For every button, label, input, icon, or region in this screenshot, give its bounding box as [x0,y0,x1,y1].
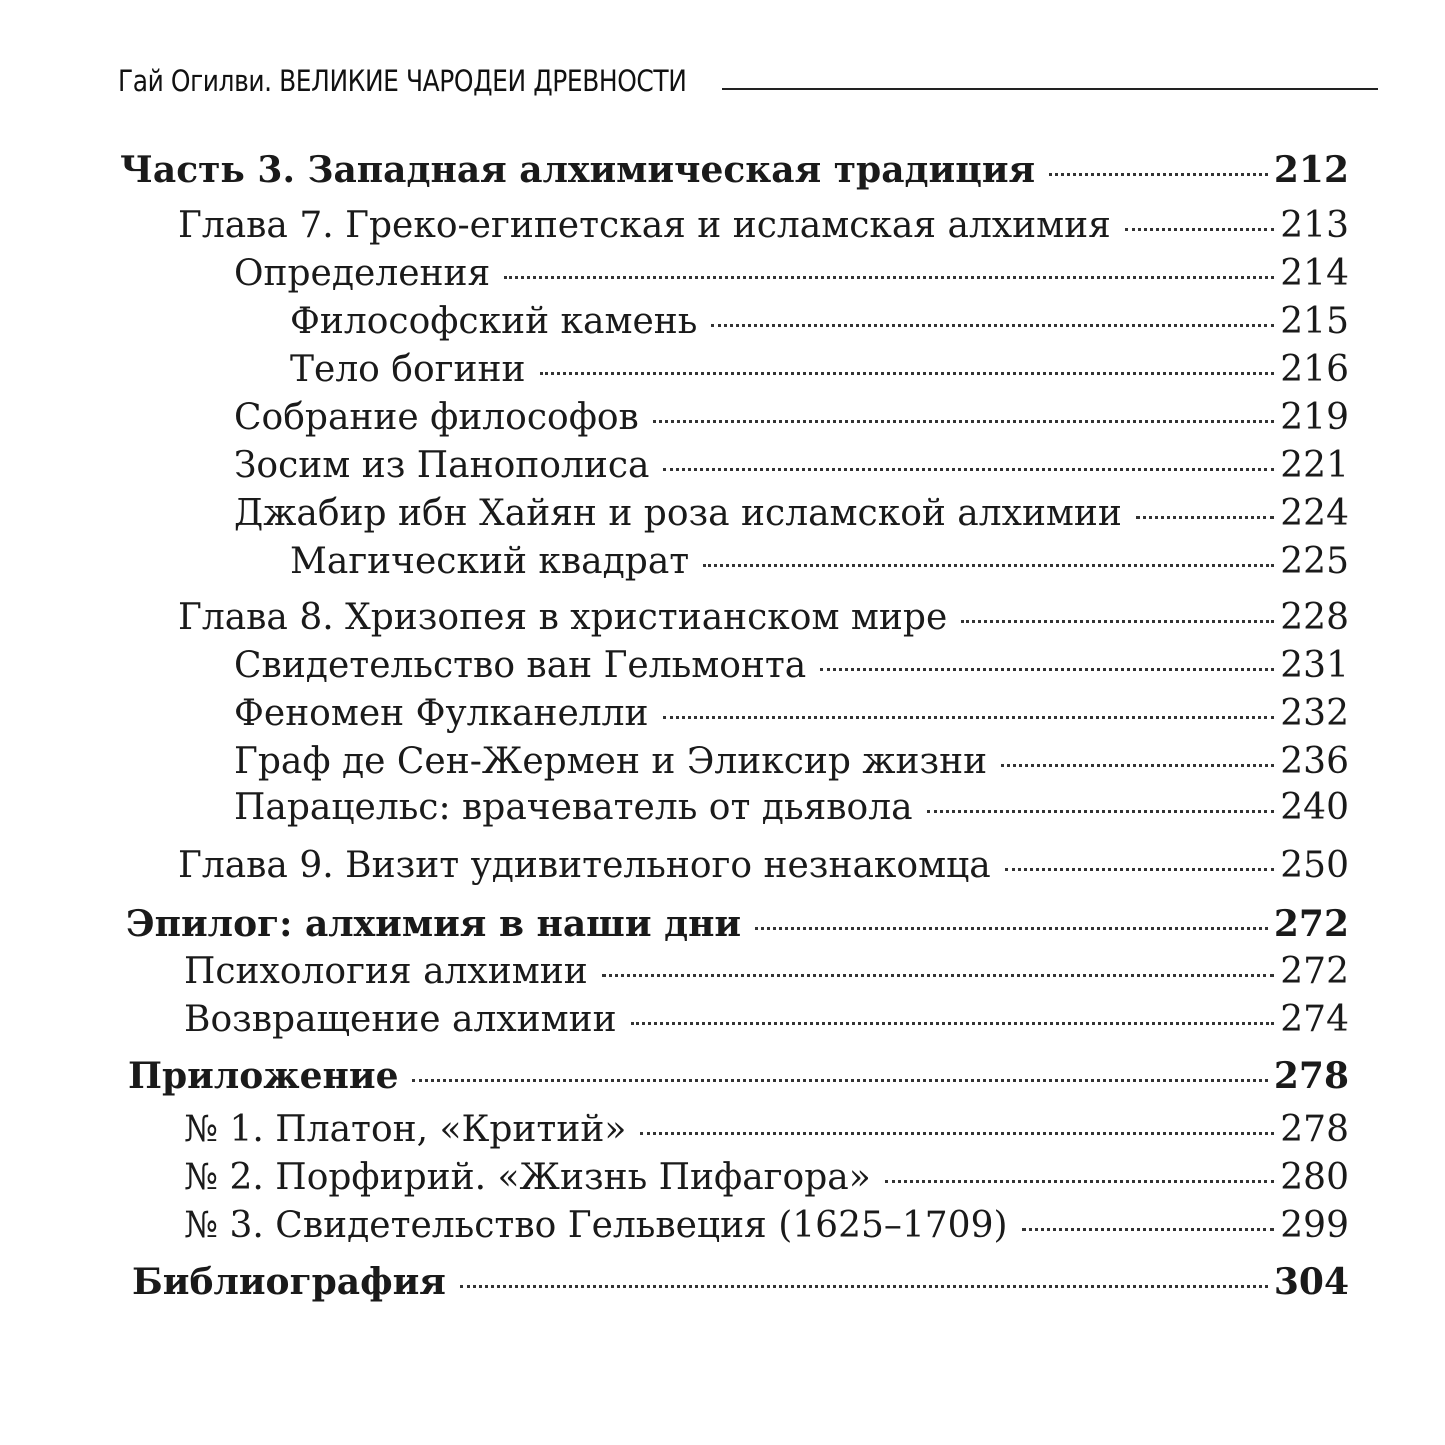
toc-dot-leader [820,668,1274,671]
toc-page-number: 240 [1280,787,1349,828]
toc-entry [184,951,1349,992]
toc-entry-label: Феномен Фулканелли [234,693,649,734]
toc-page-number: 221 [1280,445,1349,486]
toc-page-number: 278 [1273,1055,1349,1097]
toc-dot-leader [885,1180,1275,1183]
toc-page-number: 228 [1280,597,1349,638]
toc-dot-leader [1005,868,1275,871]
toc-entry [126,903,1349,945]
toc-entry [128,1055,1349,1097]
toc-entry-label: Возвращение алхимии [184,999,617,1040]
toc-entry [184,1157,1349,1198]
running-head-rule [722,88,1378,90]
toc-page-number: 232 [1280,693,1349,734]
toc-dot-leader [504,276,1274,279]
toc-entry-label: № 1. Платон, «Критий» [184,1109,627,1150]
toc-entry-label: Джабир ибн Хайян и роза исламской алхимии [234,493,1122,534]
toc-entry-label: Тело богини [290,349,526,390]
toc-page-number: 225 [1280,541,1349,582]
toc-entry [132,1261,1349,1303]
toc-entry [184,1205,1349,1246]
toc-page-number: 278 [1280,1109,1349,1150]
toc-entry-label: Магический квадрат [290,541,690,582]
toc-dot-leader [1125,228,1274,231]
toc-entry [120,149,1349,191]
toc-entry-label: Глава 8. Хризопея в христианском мире [178,597,948,638]
toc-entry [234,693,1349,734]
toc-entry [234,493,1349,534]
toc-entry [234,787,1349,828]
toc-entry [178,205,1349,246]
toc-entry-label: Часть 3. Западная алхимическая традиция [120,149,1036,191]
toc-dot-leader [663,468,1274,471]
toc-dot-leader [1049,173,1268,176]
toc-entry-label: Граф де Сен-Жермен и Эликсир жизни [234,741,988,782]
toc-page-number: 272 [1273,903,1349,945]
running-head-title: ВЕЛИКИЕ ЧАРОДЕИ ДРЕВНОСТИ [279,64,687,98]
toc-entry [178,845,1349,886]
running-head [118,56,1378,96]
toc-entry [234,253,1349,294]
toc-dot-leader [961,620,1274,623]
toc-entry-label: Философский камень [290,301,698,342]
toc-dot-leader [1001,764,1274,767]
toc-dot-leader [1022,1228,1275,1231]
toc-entry-label: № 3. Свидетельство Гельвеция (1625–1709) [184,1205,1008,1246]
toc-dot-leader [711,324,1274,327]
toc-dot-leader [631,1022,1275,1025]
toc-entry [234,645,1349,686]
toc-dot-leader [412,1079,1267,1082]
toc-entry [178,597,1349,638]
running-head-text [118,64,687,98]
toc-page-number: 231 [1280,645,1349,686]
toc-dot-leader [602,974,1275,977]
toc-entry [234,397,1349,438]
toc-page-number: 250 [1280,845,1349,886]
toc-dot-leader [540,372,1275,375]
toc-page-number: 280 [1280,1157,1349,1198]
toc-dot-leader [927,810,1275,813]
toc-entry [234,741,1349,782]
toc-dot-leader [703,564,1274,567]
toc-dot-leader [663,716,1275,719]
toc-entry [290,349,1349,390]
toc-dot-leader [755,927,1268,930]
toc-entry-label: Библиография [132,1261,446,1303]
toc-entry [290,301,1349,342]
toc-entry-label: Свидетельство ван Гельмонта [234,645,807,686]
toc-page-number: 215 [1280,301,1349,342]
toc-page-number: 212 [1273,149,1349,191]
toc-dot-leader [640,1132,1274,1135]
toc-page-number: 214 [1280,253,1349,294]
toc-entry [184,999,1349,1040]
toc-page-number: 299 [1280,1205,1349,1246]
toc-entry-label: Эпилог: алхимия в наши дни [126,903,742,945]
toc-page-number: 304 [1273,1261,1349,1303]
toc-entry [290,541,1349,582]
toc-page-number: 219 [1280,397,1349,438]
toc-entry-label: Определения [234,253,491,294]
toc-entry [234,445,1349,486]
toc-page-number: 213 [1280,205,1349,246]
toc-dot-leader [1136,516,1274,519]
toc-page-number: 274 [1280,999,1349,1040]
toc-entry-label: Зосим из Панополиса [234,445,650,486]
running-head-author: Гай Огилви. [118,64,272,98]
toc-entry [184,1109,1349,1150]
toc-dot-leader [653,420,1274,423]
toc-page-number: 272 [1280,951,1349,992]
toc-entry-label: № 2. Порфирий. «Жизнь Пифагора» [184,1157,871,1198]
toc-dot-leader [460,1285,1268,1288]
toc-entry-label: Психология алхимии [184,951,588,992]
toc-entry-label: Приложение [128,1055,399,1097]
toc-page-number: 216 [1280,349,1349,390]
toc-entry-label: Парацельс: врачеватель от дьявола [234,787,913,828]
toc-entry-label: Глава 7. Греко-египетская и исламская алхимия [178,205,1111,246]
toc-entry-label: Глава 9. Визит удивительного незнакомца [178,845,991,886]
toc-page-number: 224 [1280,493,1349,534]
toc-entry-label: Собрание философов [234,397,639,438]
toc-page-number: 236 [1280,741,1349,782]
